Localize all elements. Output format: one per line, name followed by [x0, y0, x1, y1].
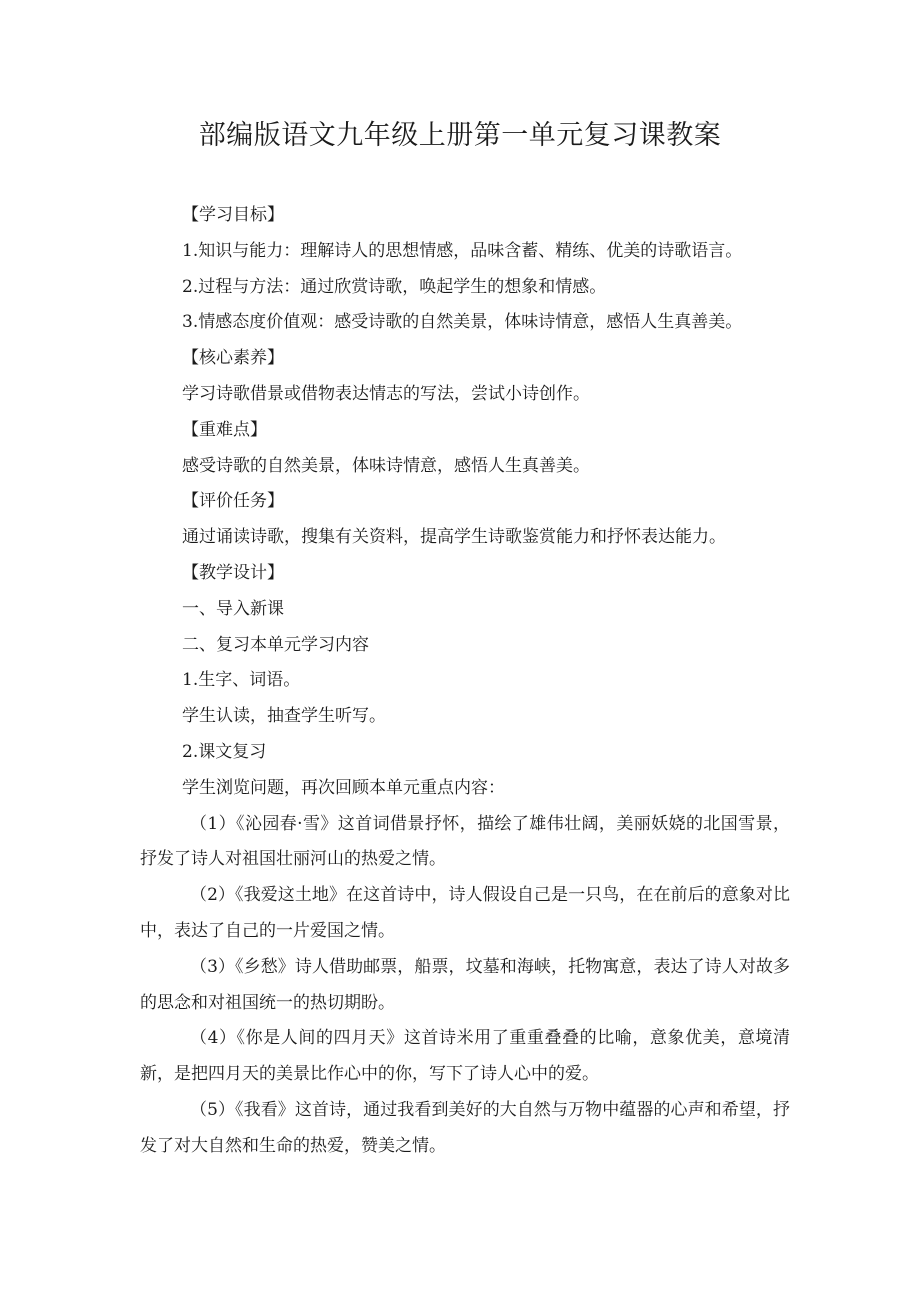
poem-summary-2: （2）《我爱这土地》在这首诗中，诗人假设自己是一只鸟，在在前后的意象对比中，表达了自己的一片爱国之情。 [140, 885, 790, 941]
key-points-text: 感受诗歌的自然美景，体味诗情意，感悟人生真善美。 [182, 455, 590, 476]
objective-values: 3.情感态度价值观：感受诗歌的自然美景，体味诗情意，感悟人生真善美。 [182, 312, 743, 333]
objective-process: 2.过程与方法：通过欣赏诗歌，唤起学生的想象和情感。 [182, 276, 607, 297]
poem-summary-4: （4）《你是人间的四月天》这首诗米用了重重叠叠的比喻，意象优美，意境清新，是把四月天的美景比作心中的你，写下了诗人心中的爱。 [140, 1028, 790, 1085]
objective-knowledge: 1.知识与能力：理解诗人的思想情感，品味含蓄、精练、优美的诗歌语言。 [182, 240, 743, 261]
document-title: 部编版语文九年级上册第一单元复习课教案 [198, 120, 722, 151]
section-heading-key-points: 【重难点】 [182, 419, 267, 440]
step-review: 二、复习本单元学习内容 [182, 634, 369, 655]
review-texts-instruction: 学生浏览问题，再次回顾本单元重点内容： [182, 777, 505, 798]
section-heading-teaching-design: 【教学设计】 [182, 562, 284, 583]
poem-summary-5: （5）《我看》这首诗，通过我看到美好的大自然与万物中蕴器的心声和希望，抒发了对大自然和生命的热爱，赞美之情。 [140, 1099, 790, 1156]
document-body [140, 198, 790, 1165]
poem-summary-3: （3）《乡愁》诗人借助邮票，船票，坟墓和海峡，托物寓意，表达了诗人对故多的思念和对祖国统一的热切期盼。 [140, 956, 790, 1013]
core-literacy-text: 学习诗歌借景或借物表达情志的写法，尝试小诗创作。 [182, 383, 590, 404]
review-vocabulary: 1.生字、词语。 [182, 670, 301, 691]
evaluation-text: 通过诵读诗歌，搜集有关资料，提高学生诗歌鉴赏能力和抒怀表达能力。 [182, 527, 726, 548]
section-heading-core-literacy: 【核心素养】 [182, 348, 284, 369]
review-texts: 2.课文复习 [182, 741, 267, 762]
review-vocabulary-activity: 学生认读，抽查学生听写。 [182, 706, 386, 727]
poem-summary-1: （1）《沁园春·雪》这首词借景抒怀，描绘了雄伟壮阔，美丽妖娆的北国雪景，抒发了诗人对祖国壮丽河山的热爱之情。 [140, 813, 790, 870]
step-introduction: 一、导入新课 [182, 598, 284, 619]
section-heading-evaluation: 【评价任务】 [182, 491, 284, 512]
section-heading-objectives: 【学习目标】 [182, 205, 284, 225]
